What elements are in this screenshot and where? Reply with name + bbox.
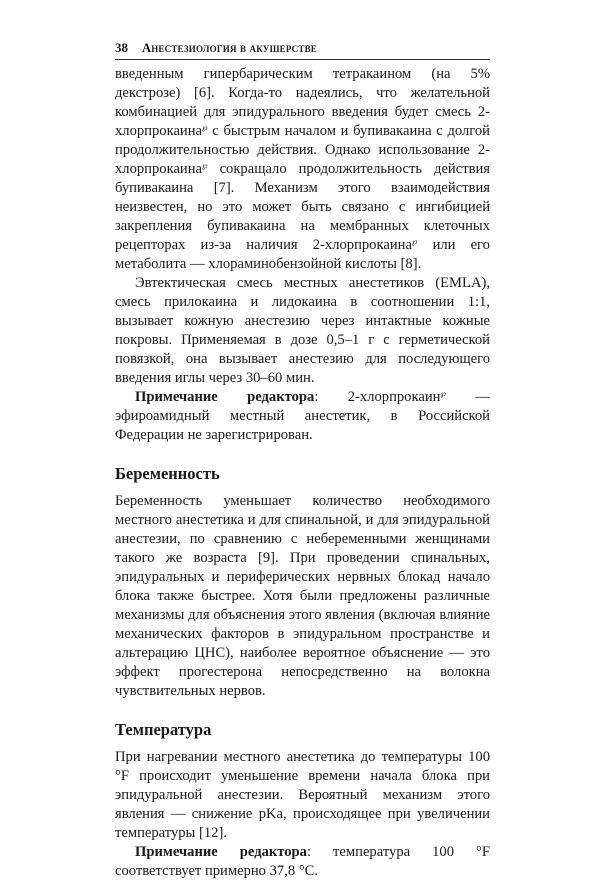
text-run: — эфироамидный местный анестетик, в Российской Федерации не зарегистрирован. — [115, 389, 491, 443]
registered-mark-icon: ℘ — [202, 123, 208, 132]
text-run: сокращало продолжительность действия бупивакаина [7]. Механизм этого взаимодействия неизвестен, но это может быть связано с ингибицией закрепления бупивакаина на мембранных клеточных рецепторах из-за наличия 2-хлорпрокаина — [115, 161, 490, 253]
editor-note-label: Примечание редактора — [135, 389, 315, 405]
text-run: : 2-хлорпрокаин — [314, 389, 441, 405]
paragraph-temperature: При нагревании местного анестетика до температуры 100 °F происходит уменьшение времени начала блока при эпидуральной анестезии. Вероятный механизм этого явления — снижение pKa, происходящее при увеличении температуры [12]. — [115, 749, 490, 841]
section-heading-temperature: Температура — [115, 720, 212, 739]
book-page — [115, 40, 490, 881]
editor-note — [115, 388, 490, 445]
text-run: или его метаболита — хлораминобензойной кислоты [8]. — [115, 237, 490, 272]
paragraph — [115, 65, 490, 274]
section-heading-pregnancy: Беременность — [115, 464, 220, 483]
editor-note-temperature — [115, 843, 490, 881]
editor-note-label: Примечание редактора — [135, 844, 307, 860]
text-run: : температура 100 °F соответствует примерно 37,8 °С. — [115, 844, 491, 879]
body-text — [115, 65, 490, 881]
text-run: введенным гипербарическим тетракаином (на 5% декстрозе) [6]. Когда-то надеялись, что желательной комбинацией для эпидурального введения будет смесь 2-хлорпрокаина — [115, 66, 490, 139]
running-head-title: Анестезиология в акушерстве — [142, 41, 317, 55]
registered-mark-icon: ℘ — [411, 237, 418, 246]
paragraph-emla: Эвтектическая смесь местных анестетиков (EMLA), смесь прилокаина и лидокаина в соотношении 1:1, вызывает кожную анестезию через интактные кожные покровы. Применяемая в дозе 0,5–1 г с герметической повязкой, она вызывает анестезию для последующего введения иглы через 30–60 мин. — [115, 275, 490, 386]
text-run: с быстрым началом и бупивакаина с долгой продолжительностью действия. Однако использование 2-хлорпрокаина — [115, 123, 490, 177]
registered-mark-icon: ℘ — [440, 389, 447, 398]
running-head — [115, 40, 490, 60]
registered-mark-icon: ℘ — [202, 161, 208, 170]
page-number: 38 — [115, 40, 128, 55]
paragraph-pregnancy: Беременность уменьшает количество необходимого местного анестетика и для спинальной, и для эпидуральной анестезии, по сравнению с небеременными женщинами такого же возраста [9]. При проведении спинальных, эпидуральных и периферических нервных блокад начало блока также быстрее. Хотя были предложены различные механизмы для объяснения этого явления (включая влияние механических факторов в эпидуральном пространстве и альтерацию ЦНС), наиболее вероятное объяснение — это эффект прогестерона непосредственно на волокна чувствительных нервов. — [115, 493, 490, 699]
